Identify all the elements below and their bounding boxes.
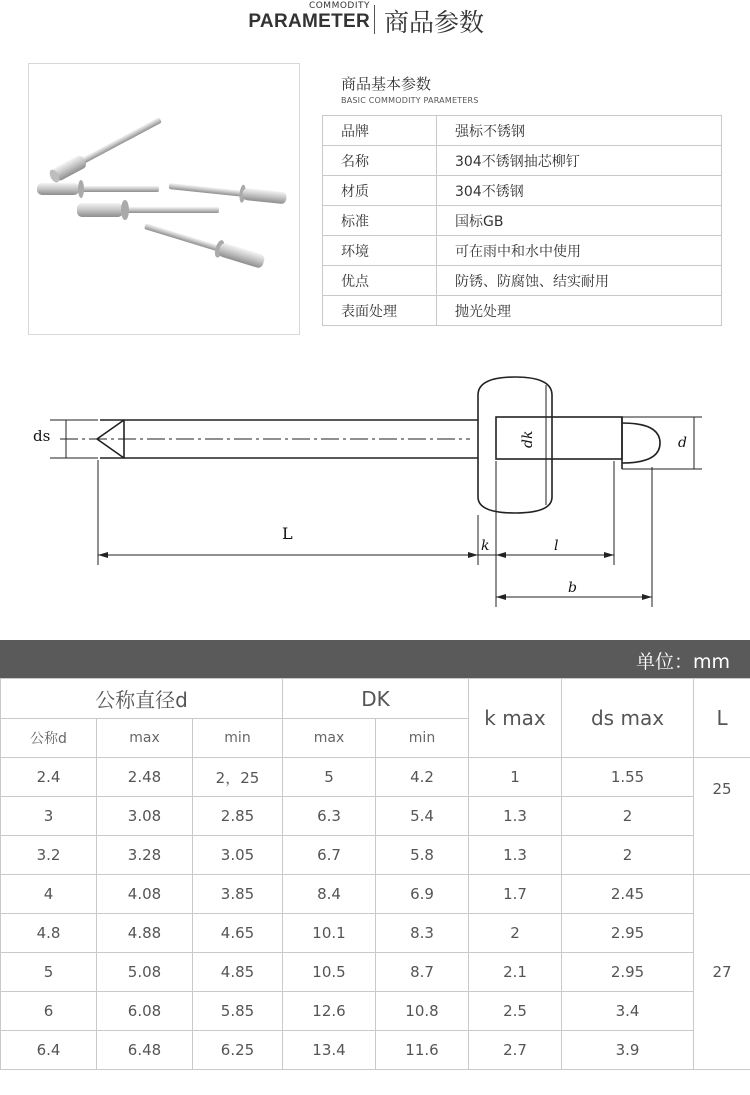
cell-ds: 3.9 <box>562 1031 694 1070</box>
header-k-max: k max <box>469 679 562 758</box>
cell-d: 6.4 <box>1 1031 97 1070</box>
header-dk: DK <box>283 679 469 719</box>
param-value: 可在雨中和水中使用 <box>437 236 722 266</box>
L-arrow-left <box>98 552 108 558</box>
param-row <box>323 296 722 326</box>
label-l: l <box>554 538 559 554</box>
b-arrow-left <box>496 594 506 600</box>
cell-dkmax: 13.4 <box>283 1031 376 1070</box>
cell-k: 1.3 <box>469 797 562 836</box>
subheader-nominal-d: 公称d <box>1 719 97 758</box>
cell-ds: 2 <box>562 836 694 875</box>
rivet-4 <box>77 200 219 220</box>
param-key: 名称 <box>323 146 437 176</box>
param-key: 材质 <box>323 176 437 206</box>
cell-d: 4 <box>1 875 97 914</box>
cell-dmax: 3.08 <box>97 797 193 836</box>
param-value: 抛光处理 <box>437 296 722 326</box>
param-key: 标准 <box>323 206 437 236</box>
cell-d: 3 <box>1 797 97 836</box>
header-en-big: PARAMETER <box>248 11 370 32</box>
cell-dmin: 4.85 <box>193 953 283 992</box>
cell-ds: 2 <box>562 797 694 836</box>
basic-params-subtitle: BASIC COMMODITY PARAMETERS <box>341 96 479 105</box>
param-value: 强标不锈钢 <box>437 116 722 146</box>
table-row <box>1 1031 750 1070</box>
rivet-5 <box>142 217 266 270</box>
basic-params-table <box>322 115 722 326</box>
b-arrow-right <box>642 594 652 600</box>
cell-dkmin: 6.9 <box>376 875 469 914</box>
header-nominal-diameter: 公称直径d <box>1 679 283 719</box>
param-row <box>323 266 722 296</box>
table-row <box>1 953 750 992</box>
param-key: 品牌 <box>323 116 437 146</box>
cell-dmin: 6.25 <box>193 1031 283 1070</box>
rivet-head <box>478 377 552 513</box>
subheader-min: min <box>193 719 283 758</box>
cell-ds: 3.4 <box>562 992 694 1031</box>
cell-dkmax: 10.1 <box>283 914 376 953</box>
basic-params-title: 商品基本参数 <box>341 75 432 93</box>
rivet-1 <box>48 114 164 185</box>
cell-dmin: 5.85 <box>193 992 283 1031</box>
cell-dkmax: 8.4 <box>283 875 376 914</box>
mandrel-head <box>622 423 660 463</box>
table-row <box>1 914 750 953</box>
technical-drawing <box>0 355 750 625</box>
unit-label: 单位：mm <box>635 651 730 673</box>
label-b: b <box>568 580 577 596</box>
cell-dmin: 3.85 <box>193 875 283 914</box>
param-key: 表面处理 <box>323 296 437 326</box>
table-row <box>1 758 750 797</box>
cell-dkmin: 8.7 <box>376 953 469 992</box>
cell-L-group-1: 25 <box>694 758 750 875</box>
subheader-dk-max: max <box>283 719 376 758</box>
cell-dkmin: 8.3 <box>376 914 469 953</box>
cell-dmax: 4.88 <box>97 914 193 953</box>
cell-dmin: 3.05 <box>193 836 283 875</box>
section-header <box>0 0 750 40</box>
label-dk: dk <box>520 430 536 448</box>
table-row <box>1 797 750 836</box>
cell-k: 1.7 <box>469 875 562 914</box>
rivet-dimension-drawing <box>0 355 750 625</box>
label-L: L <box>282 524 293 543</box>
subheader-dk-min: min <box>376 719 469 758</box>
unit-bar <box>0 640 750 678</box>
table-row <box>1 836 750 875</box>
cell-k: 2.5 <box>469 992 562 1031</box>
cell-d: 6 <box>1 992 97 1031</box>
header-en-small: COMMODITY <box>308 1 370 11</box>
cell-dkmax: 6.3 <box>283 797 376 836</box>
header-L: L <box>694 679 750 758</box>
l-arrow-left <box>496 552 506 558</box>
cell-L-group-2: 27 <box>694 875 750 1070</box>
table-row <box>1 992 750 1031</box>
param-row <box>323 176 722 206</box>
cell-d: 4.8 <box>1 914 97 953</box>
L-arrow-right <box>468 552 478 558</box>
header-ds-max: ds max <box>562 679 694 758</box>
cell-k: 1 <box>469 758 562 797</box>
param-row <box>323 116 722 146</box>
cell-k: 2 <box>469 914 562 953</box>
header-title-cn: 商品参数 <box>384 8 485 37</box>
cell-dmax: 6.48 <box>97 1031 193 1070</box>
rivet-body <box>496 417 622 459</box>
cell-dkmin: 10.8 <box>376 992 469 1031</box>
param-value: 国标GB <box>437 206 722 236</box>
param-value: 防锈、防腐蚀、结实耐用 <box>437 266 722 296</box>
cell-d: 3.2 <box>1 836 97 875</box>
cell-ds: 1.55 <box>562 758 694 797</box>
label-d: d <box>678 435 687 451</box>
spec-header-row-1 <box>1 679 750 719</box>
cell-dkmin: 5.4 <box>376 797 469 836</box>
subheader-max: max <box>97 719 193 758</box>
header-divider <box>374 5 375 34</box>
rivet-illustration <box>29 64 299 334</box>
param-row <box>323 206 722 236</box>
cell-dmax: 6.08 <box>97 992 193 1031</box>
cell-dkmin: 11.6 <box>376 1031 469 1070</box>
l-arrow-right <box>604 552 614 558</box>
rivet-3 <box>168 177 287 207</box>
cell-dmax: 2.48 <box>97 758 193 797</box>
cell-dkmax: 5 <box>283 758 376 797</box>
table-row <box>1 875 750 914</box>
rivet-2 <box>37 180 159 198</box>
cell-dmin: 2，25 <box>193 758 283 797</box>
spec-table <box>0 678 750 1070</box>
param-key: 优点 <box>323 266 437 296</box>
param-value: 304不锈钢 <box>437 176 722 206</box>
cell-dmax: 3.28 <box>97 836 193 875</box>
cell-k: 2.1 <box>469 953 562 992</box>
param-value: 304不锈钢抽芯柳钉 <box>437 146 722 176</box>
cell-dkmax: 6.7 <box>283 836 376 875</box>
cell-dmin: 2.85 <box>193 797 283 836</box>
label-ds: ds <box>33 427 51 445</box>
product-photo <box>28 63 300 335</box>
cell-dkmin: 5.8 <box>376 836 469 875</box>
label-k: k <box>481 538 490 554</box>
param-key: 环境 <box>323 236 437 266</box>
cell-d: 5 <box>1 953 97 992</box>
cell-dmax: 4.08 <box>97 875 193 914</box>
param-row <box>323 236 722 266</box>
cell-d: 2.4 <box>1 758 97 797</box>
cell-ds: 2.95 <box>562 914 694 953</box>
cell-ds: 2.95 <box>562 953 694 992</box>
cell-dkmax: 10.5 <box>283 953 376 992</box>
cell-ds: 2.45 <box>562 875 694 914</box>
param-row <box>323 146 722 176</box>
cell-k: 1.3 <box>469 836 562 875</box>
cell-k: 2.7 <box>469 1031 562 1070</box>
cell-dmax: 5.08 <box>97 953 193 992</box>
cell-dkmax: 12.6 <box>283 992 376 1031</box>
cell-dmin: 4.65 <box>193 914 283 953</box>
cell-dkmin: 4.2 <box>376 758 469 797</box>
